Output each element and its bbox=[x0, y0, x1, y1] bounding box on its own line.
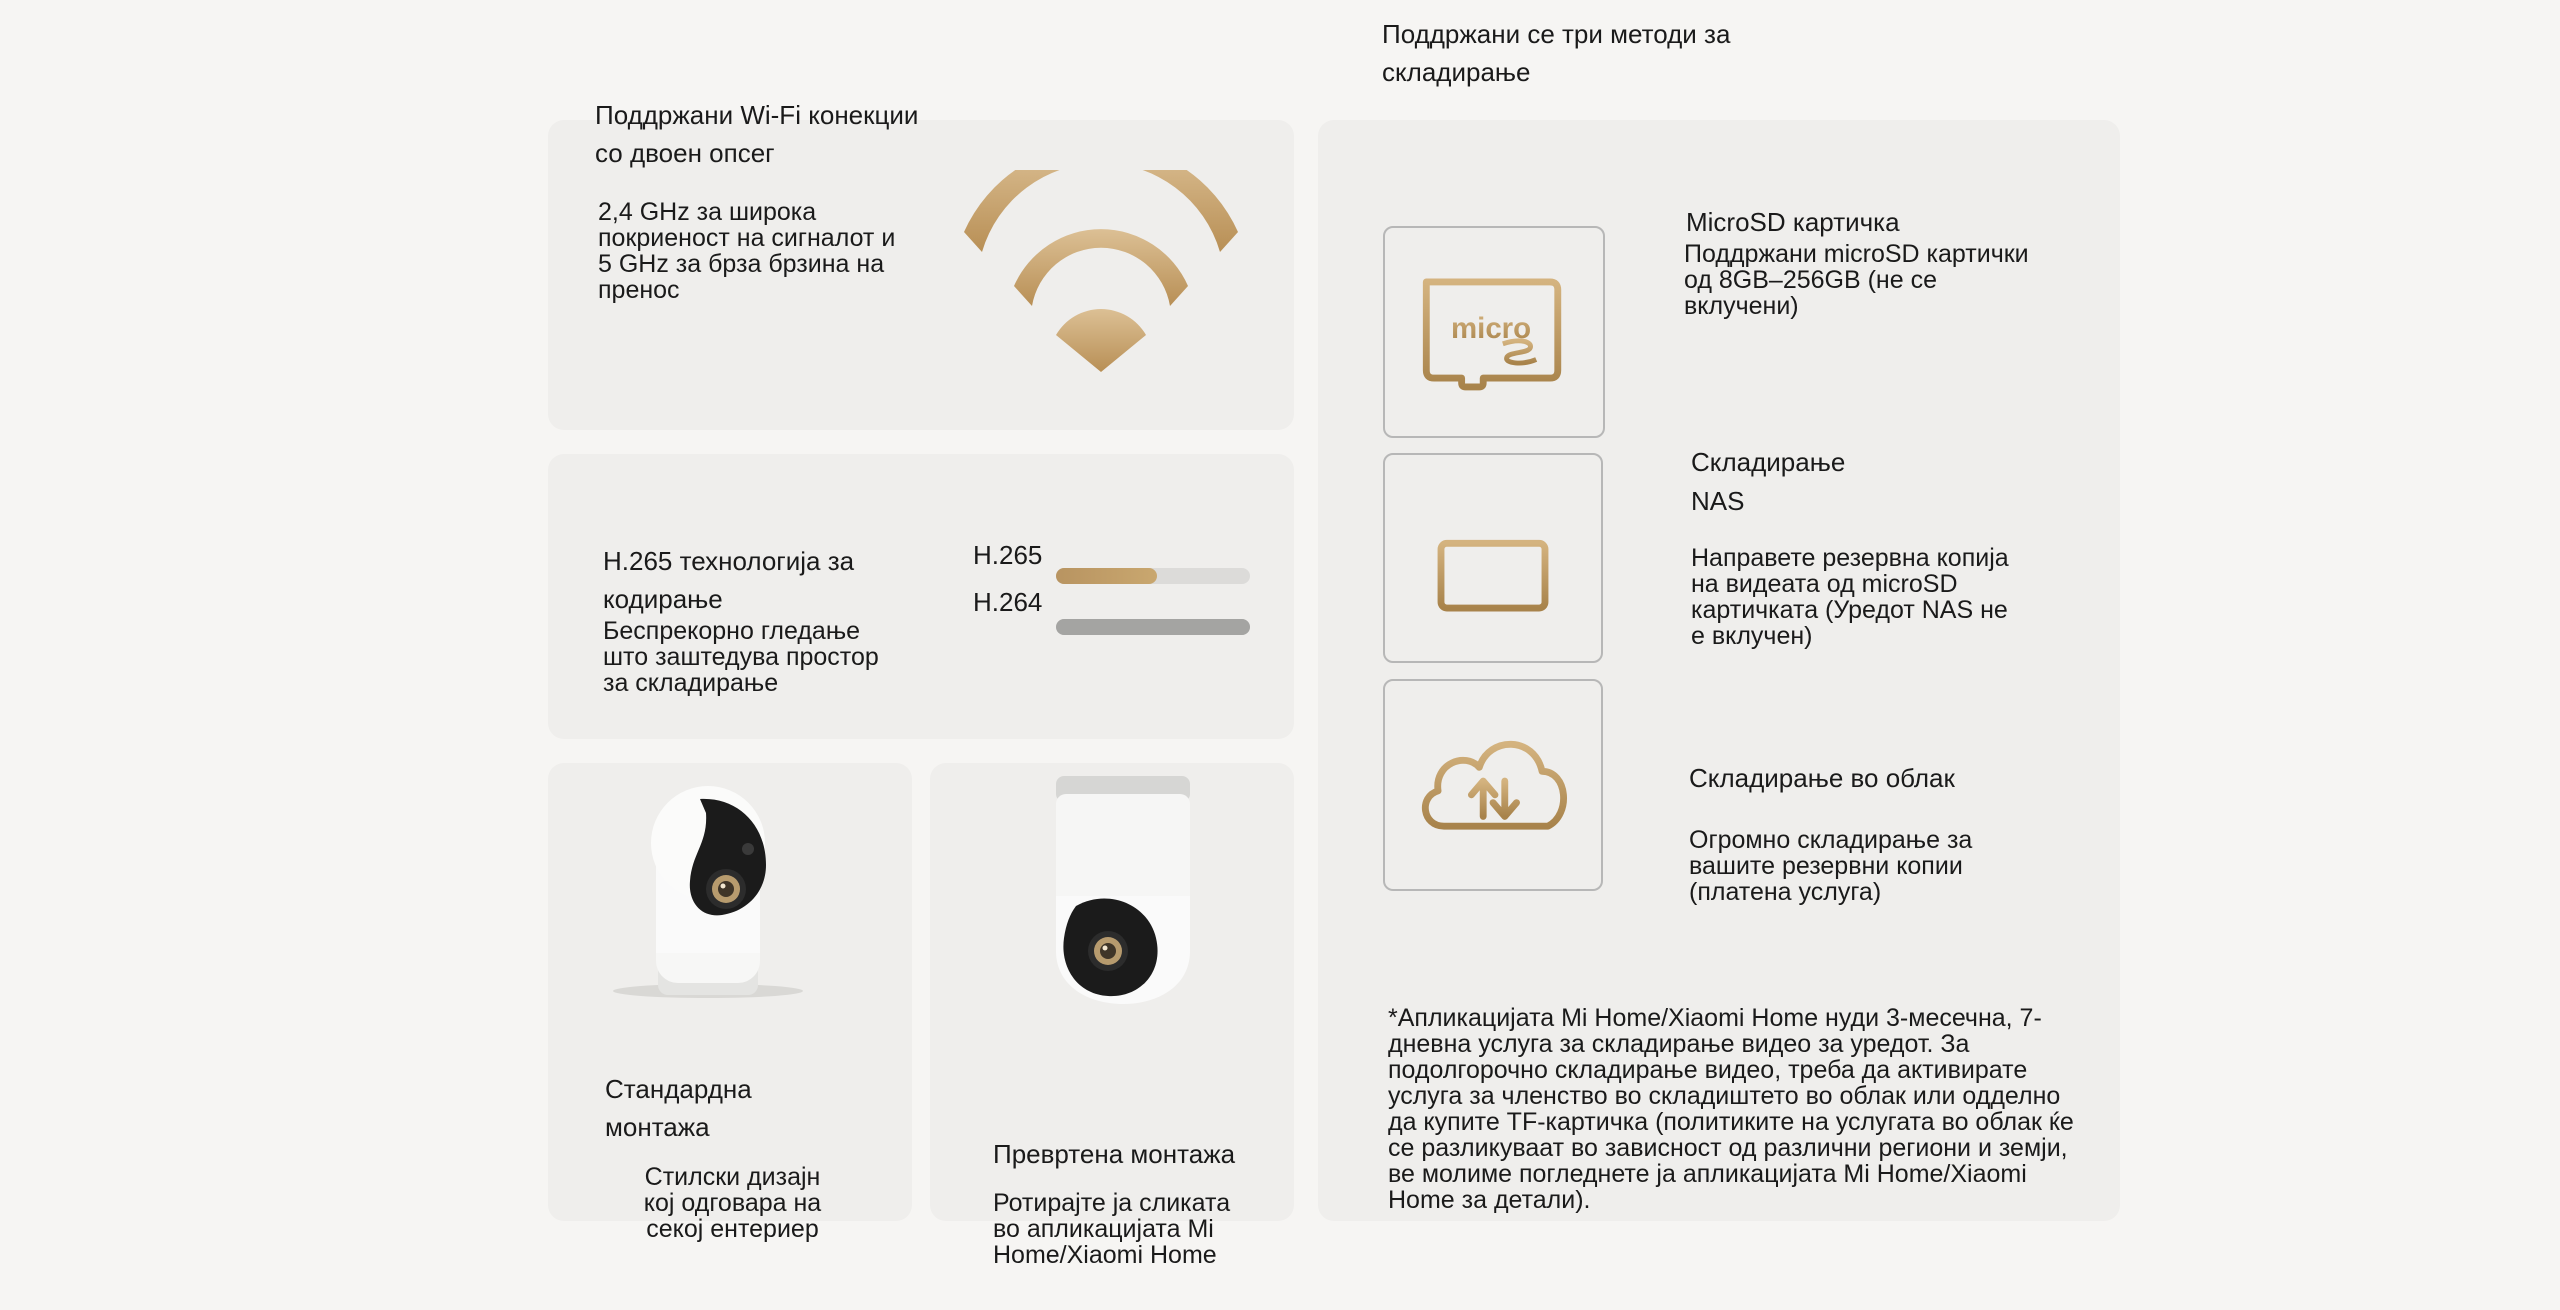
codec-bar-h265-fill bbox=[1056, 568, 1157, 584]
cloud-title: Складирање во облак bbox=[1689, 763, 1955, 793]
nas-title bbox=[1691, 443, 1845, 521]
storage-footnote: *Апликацијата Mi Home/Xiaomi Home нуди 3-месечна, 7-дневна услуга за складирање видео за уредот. За подолгорочно складирање видео, треба да активирате услуга за членство во складиштето во облак или одделно да купите TF-картичка (политиките на услугата во облак ќе се разликуваат во зависност од различни региони и земји, ве молиме погледнете ја апликацијата Mi Home/Xiaomi Home за детали). bbox=[1388, 1004, 2074, 1214]
codec-bar-label-h265: H.265 bbox=[973, 540, 1043, 570]
microsd-card-icon bbox=[1385, 228, 1603, 436]
microsd-title: MicroSD картичка bbox=[1686, 207, 1900, 237]
nas-icon-box bbox=[1383, 453, 1603, 663]
wifi-title: Поддржани Wi-Fi конекции со двоен опсег bbox=[595, 100, 919, 168]
nas-title-line1: Складирање bbox=[1691, 447, 1846, 477]
codec-bar-h264 bbox=[1056, 619, 1250, 635]
codec-description: Беспрекорно гледање што заштедува простор за складирање bbox=[603, 617, 879, 697]
codec-title: H.265 технологија за кодирање bbox=[603, 546, 855, 614]
codec-bar-h265 bbox=[1056, 568, 1250, 584]
inverted-mount-description: Ротирајте ја сликата во апликацијата Mi Home/Xiaomi Home bbox=[993, 1189, 1231, 1269]
router-icon bbox=[1385, 455, 1601, 661]
cloud-icon-box bbox=[1383, 679, 1603, 891]
codec-bar-label-h264: H.264 bbox=[973, 587, 1043, 617]
standard-mount-description: Стилски дизајн кој одговара на секој ентериер bbox=[643, 1163, 822, 1243]
storage-heading: Поддржани се три методи за складирање bbox=[1382, 19, 1731, 87]
standard-mount-title: Стандардна монтажа bbox=[605, 1074, 752, 1142]
camera-inverted-image bbox=[1048, 776, 1198, 1004]
codec-bar-h264-fill bbox=[1056, 619, 1250, 635]
svg-text:micro: micro bbox=[1450, 311, 1532, 345]
inverted-mount-title: Превртена монтажа bbox=[993, 1139, 1236, 1169]
cloud-sync-icon bbox=[1385, 681, 1601, 889]
camera-upright-image bbox=[598, 773, 808, 1008]
nas-title-line2: NAS bbox=[1691, 486, 1745, 516]
microsd-icon-box bbox=[1383, 226, 1605, 438]
wifi-icon bbox=[960, 170, 1280, 380]
wifi-description: 2,4 GHz за широка покриеност на сигналот и 5 GHz за брза брзина на пренос bbox=[598, 198, 896, 304]
nas-description: Направете резервна копија на видеата од microSD картичката (Уредот NAS не е вклучен) bbox=[1691, 544, 2009, 650]
cloud-description: Огромно складирање за вашите резервни копии (платена услуга) bbox=[1689, 826, 1973, 906]
microsd-description: Поддржани microSD картички од 8GB–256GB (не се вклучени) bbox=[1684, 240, 2029, 320]
